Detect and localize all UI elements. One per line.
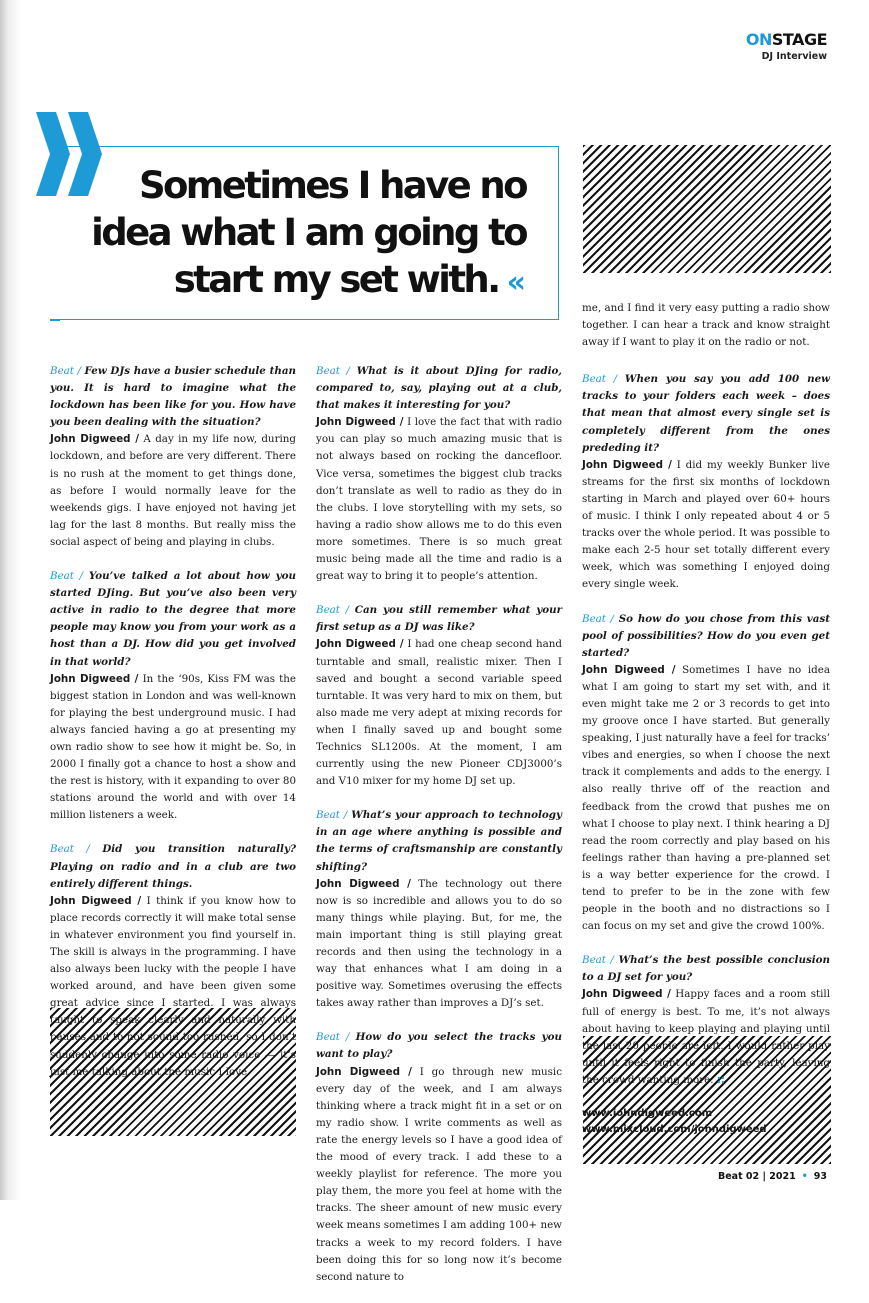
question: Beat / What is it about DJing for radio, compared to, say, playing out at a club, that makes it interesting for you? bbox=[316, 365, 562, 412]
qa-block bbox=[582, 371, 830, 593]
john-digweed-label: John Digweed / bbox=[582, 988, 671, 1001]
answer: John Digweed / I did my weekly Bunker live streams for the first six months of lockdown starting in March and played over 60+ hours of music. I think I only repeated about 4 or 5 tracks over the whole period. It was possible to make each 2-5 hour set totally different every week, which was something I enjoyed doing every single week. bbox=[582, 458, 830, 591]
question: Beat / You’ve talked a lot about how you started DJing. But you’ve also been very active in radio to the degree that more people may know you from your work as a host than a DJ. How did you get involved in that world? bbox=[50, 570, 296, 668]
john-digweed-label: John Digweed / bbox=[50, 672, 139, 685]
beat-label: Beat / bbox=[316, 1031, 350, 1044]
page-spine-shadow bbox=[0, 0, 20, 1200]
page-footer bbox=[718, 1171, 827, 1182]
question: Beat / Can you still remember what your first setup as a DJ was like? bbox=[316, 604, 562, 634]
beat-label: Beat / bbox=[50, 365, 81, 377]
answer: John Digweed / The technology out there now is so incredible and allows you to do so many things while playing. But, for me, the main important thing is still playing great records and then using the technology in a way that enhances what I am doing in a positive way. Sometimes overusing the effects takes away rather than improves a DJ’s set. bbox=[316, 877, 563, 1010]
pull-quote-text: Sometimes I have no idea what I am going to start my set with. bbox=[91, 164, 526, 301]
column-3 bbox=[582, 300, 830, 1138]
beat-label: Beat / bbox=[50, 843, 90, 856]
qa-block bbox=[50, 363, 296, 551]
qa-block bbox=[316, 602, 562, 790]
qa-block bbox=[50, 568, 296, 824]
beat-label: Beat / bbox=[582, 954, 614, 967]
web-links bbox=[582, 1106, 830, 1138]
column-1 bbox=[50, 363, 296, 1098]
answer: John Digweed / In the ‘90s, Kiss FM was the biggest station in London and was well-known for playing the best underground music. I had always fancied having a go at presenting my own radio show to see how it might be. So, in 2000 I finally got a chance to host a show and the rest is history, with it expanding to over 80 stations around the world and with over 14 million listeners a week. bbox=[50, 672, 296, 822]
question: Beat / Did you transition naturally? Playing on radio and in a club are two entirely different things. bbox=[50, 843, 296, 890]
beat-label: Beat / bbox=[582, 612, 614, 625]
answer: John Digweed / I think if you know how to place records correctly it will make total sense in whatever environment you find yourself in. The skill is always in the programming. I have also always been lucky with the people I have worked around, and have been given some great advice since I started. I was always taught to speak clearly and naturally with pauses and to not sound too rushed, so I don’t suddenly change into some radio voice — it’s just me talking about the music I love. bbox=[50, 894, 297, 1078]
qa-block bbox=[316, 1029, 562, 1285]
question: Beat / Few DJs have a busier schedule than you. It is hard to imagine what the lockdown has been like for you. How have you been dealing with the situation? bbox=[50, 365, 296, 429]
question: Beat / So how do you chose from this vast pool of possibilities? How do you even get started? bbox=[582, 612, 830, 659]
footer-separator: • bbox=[801, 1171, 808, 1182]
john-digweed-label: John Digweed / bbox=[582, 458, 672, 471]
john-digweed-label: John Digweed / bbox=[316, 416, 404, 429]
answer: John Digweed / I had one cheap second hand turntable and small, realistic mixer. Then I saved and bought a second variable speed turntable. It was very hard to mix on them, but also made me very adept at mixing records for when I finally saved up and bought some Technics SL1200s. At the moment, I am currently using the new Pioneer CDJ3000’s and V10 mixer for my home DJ set up. bbox=[316, 638, 562, 788]
answer: John Digweed / I go through new music every day of the week, and I am always thinking where a track might fit in a set or on my radio show. I write comments as well as rate the energy levels so I have a good idea of the mood of every track. I add these to a weekly playlist for reference. The more you play them, the more you feel at home with the tracks. The sheer amount of new music every week means sometimes I am adding 100+ new tracks a week to my record folders. I have been doing this for so long now it’s become second nature to bbox=[316, 1065, 562, 1283]
question: Beat / What’s your approach to technology in an age where anything is possible and the terms of craftsmanship are constantly shifting? bbox=[316, 809, 562, 873]
section-label: DJ Interview bbox=[761, 51, 827, 62]
onstage-brand bbox=[746, 30, 827, 49]
question: Beat / What’s the best possible conclusion to a DJ set for you? bbox=[582, 954, 831, 984]
john-digweed-label: John Digweed / bbox=[316, 877, 411, 890]
question: Beat / How do you select the tracks you want to play? bbox=[316, 1031, 562, 1061]
beat-label: Beat / bbox=[316, 809, 348, 822]
beat-label: Beat / bbox=[50, 570, 83, 583]
link-mixcloud[interactable]: www.mixcloud.com/johndigweed bbox=[582, 1124, 767, 1136]
pull-quote bbox=[60, 162, 526, 306]
john-digweed-label: John Digweed / bbox=[316, 1065, 412, 1078]
answer-continuation: me, and I find it very easy putting a radio show together. I can hear a track and know straight away if I want to play it on the radio or not. bbox=[582, 302, 830, 349]
qa-block bbox=[316, 807, 562, 1012]
john-digweed-label: John Digweed / bbox=[316, 638, 404, 651]
qa-block bbox=[316, 363, 562, 585]
column-2 bbox=[316, 363, 562, 1303]
answer: John Digweed / A day in my life now, during lockdown, and before are very different. There is no rush at the moment to get things done, as before I would normally leave for the weekends gigs. I have enjoyed not having jet lag for the last 8 months. But really miss the social aspect of being and playing in clubs. bbox=[50, 433, 297, 548]
brand-stage: STAGE bbox=[771, 30, 827, 49]
brand-on: ON bbox=[745, 30, 772, 49]
link-website[interactable]: www.johndigweed.com bbox=[582, 1108, 713, 1120]
issue-label: Beat 02 | 2021 bbox=[717, 1171, 796, 1182]
qa-block bbox=[582, 611, 830, 936]
beat-label: Beat / bbox=[316, 365, 350, 377]
qa-block bbox=[50, 841, 296, 1080]
hatch-pattern-top bbox=[583, 145, 831, 273]
answer: John Digweed / Sometimes I have no idea what I am going to start my set with, and it even might take me 2 or 3 records to get into my groove once I have started. But generally speaking, I just naturally have a feel for tracks’ vibes and energies, so when I choose the next track it complements and adds to the energy. I also really thrive off of the reaction and feedback from the crowd that pushes me on what I choose to play next. I think hearing a DJ read the room correctly and play based on his feelings rather than having a pre-planned set is a way better experience for the crowd. I tend to prefer to be in the zone with few people in the booth and no distractions so I can focus on my set and give the crowd 100%. bbox=[582, 663, 830, 933]
answer: John Digweed / Happy faces and a room still full of energy is best. To me, it’s not always about having to keep playing and playing until the last 20 people are left. I would rather play until it feels right to finish the party, leaving the crowd wanting more. :: bbox=[582, 988, 831, 1086]
page-number: 93 bbox=[813, 1171, 827, 1182]
answer: John Digweed / I love the fact that with radio you can play so much amazing music that is not always based on rocking the dancefloor. Vice versa, sometimes the biggest club tracks don’t translate as well to radio as they do in the clubs. I love storytelling with my sets, so having a radio show allows me to do this even more sometimes. There is so much great music being made all the time and radio is a great way to bring it to people’s attention. bbox=[316, 416, 562, 583]
beat-label: Beat / bbox=[316, 604, 349, 617]
question: Beat / When you say you add 100 new tracks to your folders each week – does that mean that almost every single set is completely different from the ones prededing it? bbox=[582, 373, 830, 454]
section-header bbox=[746, 30, 827, 62]
end-mark-icon: :: bbox=[716, 1073, 725, 1086]
qa-block bbox=[582, 952, 830, 1089]
beat-label: Beat / bbox=[582, 373, 617, 386]
john-digweed-label: John Digweed / bbox=[582, 663, 676, 676]
john-digweed-label: John Digweed / bbox=[50, 433, 140, 446]
john-digweed-label: John Digweed / bbox=[50, 894, 142, 907]
pull-quote-close-mark: « bbox=[506, 265, 526, 300]
